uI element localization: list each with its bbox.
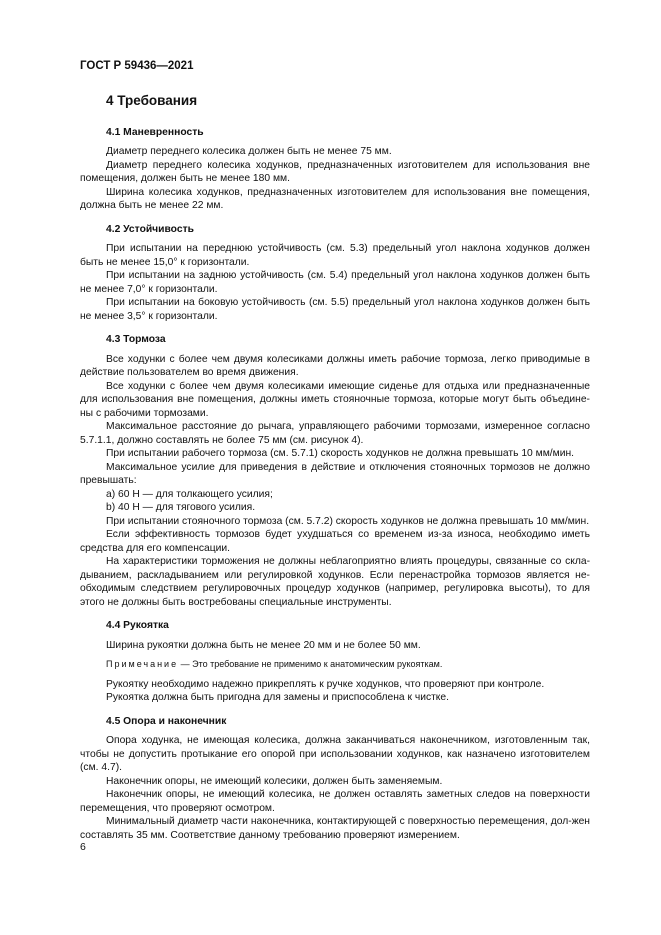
note (80, 658, 590, 672)
paragraph: При испытании на заднюю устойчивость (см. 5.4) предельный угол наклона ходунков должен быть не менее 7,0° к горизонтали. (80, 270, 590, 295)
paragraph: Минимальный диаметр части наконечника, контактирующей с поверхностью перемещения, дол-жен составлять 35 мм. Соответствие данному требованию проверяют измерением. (80, 816, 590, 841)
document-body (80, 90, 590, 842)
paragraph: Диаметр переднего колесика ходунков, предназначенных изготовителем для использования вне помещения, должен быть не менее 180 мм. (80, 159, 590, 184)
paragraph: При испытании рабочего тормоза (см. 5.7.1) скорость ходунков не должна превышать 10 мм/мин. (106, 448, 575, 459)
paragraph: При испытании на переднюю устойчивость (см. 5.3) предельный угол наклона ходунков должен быть не менее 15,0° к горизонтали. (80, 243, 590, 268)
paragraph: Опора ходунка, не имеющая колесика, должна заканчиваться наконечником, изготовленным так, чтобы не допустить протыкание его опорой при использовании ходунков, как назначено изготовителем (см. 4.7). (80, 735, 590, 773)
document-header: ГОСТ Р 59436—2021 (80, 60, 194, 72)
subsection-title-4-4: 4.4 Рукоятка (106, 620, 169, 631)
paragraph: Максимальное усилие для приведения в действие и отключения стояночных тормозов не должно превышать: (80, 461, 590, 486)
subsection-title-4-3: 4.3 Тормоза (106, 334, 166, 345)
list-item: a) 60 Н — для толкающего усилия; (106, 488, 273, 500)
section-title: 4 Требования (106, 93, 198, 108)
note-text: — Это требование не применимо к анатомическим рукояткам. (178, 659, 443, 669)
paragraph: При испытании на боковую устойчивость (см. 5.5) предельный угол наклона ходунков должен быть не менее 3,5° к горизонтали. (80, 297, 590, 322)
subsection-title-4-2: 4.2 Устойчивость (106, 223, 194, 235)
page-number: 6 (80, 841, 86, 853)
list-item: b) 40 Н — для тягового усилия. (106, 502, 256, 513)
subsection-title-4-5: 4.5 Опора и наконечник (106, 715, 227, 727)
paragraph: Рукоятка должна быть пригодна для замены и приспособлена к чистке. (106, 692, 450, 703)
paragraph: Если эффективность тормозов будет ухудшаться со временем из-за износа, необходимо иметь средства для его компенсации. (80, 529, 590, 554)
paragraph: Диаметр переднего колесика должен быть не менее 75 мм. (106, 146, 392, 157)
paragraph: Рукоятку необходимо надежно прикреплять к ручке ходунков, что проверяют при контроле. (106, 678, 545, 690)
paragraph: При испытании стояночного тормоза (см. 5.7.2) скорость ходунков не должна превышать 10 мм/мин. (106, 515, 590, 527)
paragraph: Наконечник опоры, не имеющий колесика, не должен оставлять заметных следов на поверхности перемещения, что проверяют осмотром. (80, 789, 590, 814)
paragraph: Ширина колесика ходунков, предназначенных изготовителем для использования вне помещения, должна быть не менее 22 мм. (80, 186, 590, 211)
paragraph: Наконечник опоры, не имеющий колесики, должен быть заменяемым. (106, 775, 443, 787)
subsection-title-4-1: 4.1 Маневренность (106, 126, 204, 138)
paragraph: Все ходунки с более чем двумя колесиками имеющие сиденье для отдыха или предназначенные для использования вне помещения, должны иметь стояночные тормоза, которые могут быть объедине-ны с рабочими тормозами. (80, 380, 590, 419)
paragraph: Ширина рукоятки должна быть не менее 20 мм и не более 50 мм. (106, 639, 421, 651)
note-label: Примечание (106, 659, 179, 669)
paragraph: Максимальное расстояние до рычага, управляющего рабочими тормозами, измеренное согласно 5.7.1.1, должно составлять не более 75 мм (см. рисунок 4). (80, 421, 590, 446)
paragraph: На характеристики торможения не должны неблагоприятно влиять процедуры, связанные со скла-дыванием, раскладыванием или регулировкой ходунков. Если перенастройка тормозов является не-обходимым следствием регулировочных процедур ходунков (например, регулировка высоты), то для этого не должны быть востребованы специальные инструменты. (80, 556, 590, 608)
paragraph: Все ходунки с более чем двумя колесиками должны иметь рабочие тормоза, легко приводимые в действие пользователем во время движения. (80, 353, 590, 378)
